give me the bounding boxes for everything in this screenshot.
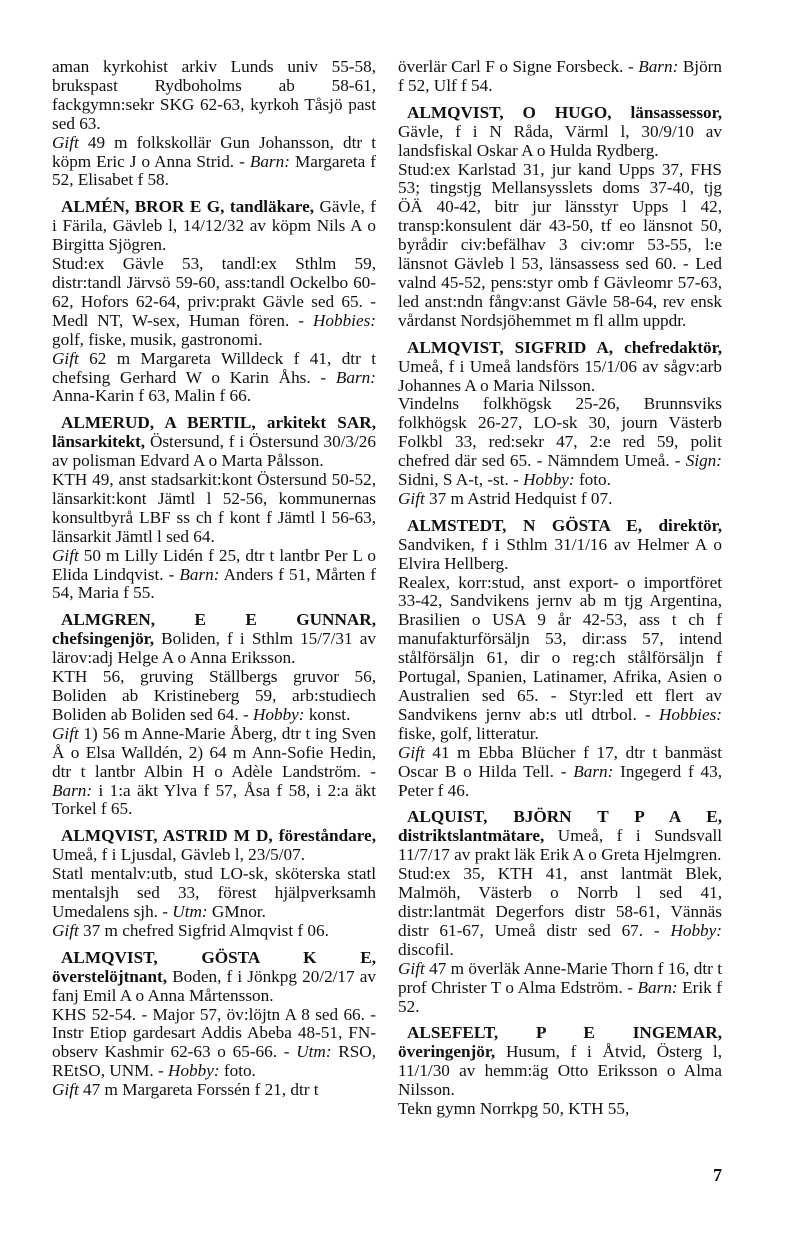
entry-paragraph bbox=[52, 1081, 376, 1100]
entry-name-title: ALMGREN, E E GUNNAR, chefsingenjör, bbox=[52, 610, 376, 649]
entry-text: Sidni, S A-t, -st. - bbox=[398, 470, 524, 490]
field-label: Hobbies: bbox=[658, 704, 722, 724]
biography-entry bbox=[398, 104, 722, 331]
entry-text: 50 m Lilly Lidén f 25, dtr t lantbr Per L o Elida Lindqvist. - bbox=[52, 545, 376, 584]
entry-text: Statl mentalv:utb, stud LO-sk, sköterska statl mentalsjh sed 33, förest hjälpverksamh Umedalens sjh. - bbox=[52, 864, 376, 921]
entry-text: Björn f 52, Ulf f 54. bbox=[398, 57, 722, 95]
entry-headline bbox=[398, 58, 722, 96]
entry-paragraph bbox=[52, 350, 376, 407]
field-label: Gift bbox=[398, 742, 425, 762]
entry-paragraph bbox=[398, 490, 722, 509]
entry-text: golf, fiske, musik, gastronomi. bbox=[52, 329, 263, 349]
entry-paragraph bbox=[52, 1006, 376, 1082]
entry-paragraph bbox=[52, 134, 376, 191]
entry-text: Stud:ex 35, KTH 41, anst lantmät Blek, Malmöh, Västerb o Norrb l sed 41, distr:lantmät Degerfors distr 58-61, Vännäs distr 61-67, Umeå distr sed 67. - bbox=[398, 864, 722, 940]
biography-entry bbox=[52, 611, 376, 819]
entry-text: 37 m chefred Sigfrid Almqvist f 06. bbox=[78, 920, 329, 940]
entry-headline bbox=[398, 104, 722, 161]
entry-text: Anders f 51, Mårten f 54, Maria f 55. bbox=[52, 564, 376, 603]
entry-text: Boliden, f i Sthlm 15/7/31 av lärov:adj Helge A o Anna Eriksson. bbox=[52, 629, 376, 668]
entry-text: GMnor. bbox=[207, 901, 266, 921]
entry-text: 37 m Astrid Hedquist f 07. bbox=[424, 488, 613, 508]
entry-paragraph bbox=[398, 960, 722, 1017]
entry-text: Stud:ex Gävle 53, tandl:ex Sthlm 59, distr:tandl Järvsö 59-60, ass:tandl Ockelbo 60-62, Hofors 62-64, priv:prakt Gävle sed 65. - Medl NT, W-sex, Human fören. - bbox=[52, 254, 376, 330]
entry-text: 47 m Margareta Forssén f 21, dtr t bbox=[78, 1080, 319, 1100]
entry-text: foto. bbox=[574, 470, 611, 490]
page-number: 7 bbox=[713, 1165, 722, 1185]
right-column bbox=[398, 58, 722, 1127]
entry-paragraph bbox=[52, 725, 376, 820]
entry-text: Umeå, f i Sundsvall 11/7/17 av prakt läk Erik A o Greta Hjelmgren. bbox=[398, 826, 722, 865]
entry-text: 1) 56 m Anne-Marie Åberg, dtr t ing Sven Å o Elsa Walldén, 2) 64 m Ann-Sofie Hedin, dtr t lantbr Albin H o Adèle Landström. - bbox=[52, 723, 376, 781]
entry-name-title: ALMQVIST, ASTRID M D, föreståndare, bbox=[61, 826, 376, 846]
field-label: Sign: bbox=[685, 451, 722, 471]
biography-entry bbox=[52, 198, 376, 406]
field-label: Gift bbox=[52, 545, 79, 565]
field-label: Utm: bbox=[172, 901, 208, 921]
biography-entry bbox=[398, 808, 722, 1016]
entry-paragraph bbox=[398, 744, 722, 801]
entry-text: 47 m överläk Anne-Marie Thorn f 16, dtr t prof Christer T o Alma Edström. - bbox=[398, 958, 722, 997]
entry-text: Anna-Karin f 63, Malin f 66. bbox=[52, 386, 252, 406]
entry-paragraph bbox=[52, 255, 376, 350]
entry-text: foto. bbox=[219, 1061, 256, 1081]
biography-entry bbox=[52, 949, 376, 1100]
field-label: Gift bbox=[398, 488, 425, 508]
field-label: Barn: bbox=[573, 761, 614, 781]
entry-paragraph bbox=[398, 161, 722, 331]
entry-paragraph bbox=[52, 865, 376, 922]
biography-entry bbox=[398, 517, 722, 801]
field-label: Barn: bbox=[637, 977, 678, 997]
entry-text: Boden, f i Jönkpg 20/2/17 av fanj Emil A o Anna Mårtensson. bbox=[52, 966, 376, 1005]
entry-paragraph bbox=[52, 547, 376, 604]
entry-text: Sandviken, f i Sthlm 31/1/16 av Helmer A o Elvira Hellberg. bbox=[398, 534, 722, 573]
entry-name-title: ALMSTEDT, N GÖSTA E, direktör, bbox=[407, 515, 722, 535]
entry-paragraph bbox=[52, 668, 376, 725]
entry-headline bbox=[52, 827, 376, 865]
field-label: Barn: bbox=[249, 151, 290, 171]
field-label: Hobbies: bbox=[312, 310, 376, 330]
entry-text: Husum, f i Åtvid, Österg l, 11/1/30 av hemm:äg Otto Eriksson o Alma Nilsson. bbox=[398, 1042, 722, 1100]
entry-name-title: ALMÉN, BROR E G, tandläkare, bbox=[61, 197, 315, 217]
field-label: Hobby: bbox=[252, 704, 305, 724]
entry-headline bbox=[398, 808, 722, 865]
field-label: Gift bbox=[52, 1080, 79, 1100]
entry-headline bbox=[52, 58, 376, 134]
entry-headline bbox=[52, 949, 376, 1006]
entry-paragraph bbox=[52, 471, 376, 547]
entry-text: Gävle, f i Färila, Gävleb l, 14/12/32 av köpm Nils A o Birgitta Sjögren. bbox=[52, 197, 376, 255]
entry-paragraph bbox=[398, 395, 722, 490]
entry-text: Realex, korr:stud, anst export- o importföret 33-42, Sandvikens jernv ab m tjg Argentina, Brasilien o USA 9 år 42-53, ass t ch f manufakturförsäljn 53, dir:ass 57, intend stålförsäljn 61, dir o reg:ch stålförsäljn f Portugal, Spanien, Latinamer, Afrika, Asien o Australien sed 65. - Styr:led ett flert av Sandvikens jernv ab:s utl dtrbol. - bbox=[398, 572, 722, 724]
entry-name-title: ALMERUD, A BERTIL, arkitekt SAR, länsarkitekt, bbox=[52, 413, 376, 452]
field-label: Utm: bbox=[296, 1042, 332, 1062]
entry-text: discofil. bbox=[398, 939, 454, 959]
field-label: Barn: bbox=[179, 564, 220, 584]
entry-text: fiske, golf, litteratur. bbox=[398, 723, 539, 743]
biography-entry bbox=[398, 339, 722, 509]
entry-text: Margareta f 52, Elisabet f 58. bbox=[52, 151, 376, 190]
entry-name-title: ALMQVIST, SIGFRID A, chefredaktör, bbox=[407, 337, 722, 357]
field-label: Hobby: bbox=[523, 470, 575, 490]
entry-paragraph bbox=[398, 1100, 722, 1119]
field-label: Barn: bbox=[52, 780, 93, 800]
entry-name-title: ALMQVIST, O HUGO, länsassessor, bbox=[407, 102, 722, 122]
entry-text: Tekn gymn Norrkpg 50, KTH 55, bbox=[398, 1099, 630, 1119]
entry-name-title: ALSEFELT, P E INGEMAR, överingenjör, bbox=[398, 1023, 722, 1062]
entry-text: i 1:a äkt Ylva f 57, Åsa f 58, i 2:a äkt Torkel f 65. bbox=[52, 780, 376, 819]
entry-text: Umeå, f i Ljusdal, Gävleb l, 23/5/07. bbox=[52, 845, 305, 865]
entry-text: Vindelns folkhögsk 25-26, Brunnsviks folkhögsk 26-27, LO-sk 30, journ Västerb Folkbl 33, red:sekr 47, 2:e red 59, polit chefred där sed 65. - Nämndem Umeå. - bbox=[398, 394, 722, 471]
entry-text: konst. bbox=[304, 704, 351, 724]
biography-entry bbox=[52, 827, 376, 940]
biography-entry bbox=[52, 414, 376, 603]
entry-text: Umeå, f i Umeå landsförs 15/1/06 av sågv:arb Johannes A o Maria Nilsson. bbox=[398, 356, 722, 395]
field-label: Gift bbox=[52, 920, 79, 940]
entry-text: Erik f 52. bbox=[398, 977, 722, 1016]
entry-paragraph bbox=[398, 865, 722, 960]
entry-text: överlär Carl F o Signe Forsbeck. - bbox=[398, 57, 639, 76]
entry-text: RSO, REtSO, UNM. - bbox=[52, 1042, 377, 1081]
entry-headline bbox=[398, 517, 722, 574]
entry-name-title: ALMQVIST, GÖSTA K E, överstelöjtnant, bbox=[52, 947, 376, 986]
entry-text: 62 m Margareta Willdeck f 41, dtr t chefsing Gerhard W o Karin Åhs. - bbox=[52, 348, 376, 387]
entry-text: KTH 56, gruving Ställbergs gruvor 56, Boliden ab Kristineberg 59, arb:studiech Boliden ab Boliden sed 64. - bbox=[52, 667, 376, 724]
field-label: Gift bbox=[52, 348, 79, 368]
entry-headline bbox=[398, 339, 722, 396]
entry-text: Gävle, f i N Råda, Värml l, 30/9/10 av landsfiskal Oskar A o Hulda Rydberg. bbox=[398, 121, 722, 160]
entry-text: Stud:ex Karlstad 31, jur kand Upps 37, FHS 53; tingstjg Mellansysslets doms 37-40, tjg ÖÄ 40-42, bitr jur länsstyr Upps l 42, transp:konsulent där 43-50, tf eo länsnot 50, byrådir civ:befälhav 3 civ:omr 53-55, l:e länsnot Gävleb l 53, länsassess sed 60. - Led valnd 45-52, pens:styr omb f Gävleomr 57-63, led anst:ndn fångv:anst Gävle 58-64, rev ensk vårdanst Nordsjöhemmet m fl allm uppdr. bbox=[398, 159, 722, 330]
entry-text: Östersund, f i Östersund 30/3/26 av polisman Edvard A o Marta Pålsson. bbox=[52, 432, 376, 471]
entry-headline bbox=[398, 1024, 722, 1100]
entry-continuation bbox=[52, 58, 376, 190]
entry-name-title: ALQUIST, BJÖRN T P A E, distriktslantmätare, bbox=[398, 807, 722, 846]
entry-paragraph bbox=[52, 922, 376, 941]
field-label: Gift bbox=[52, 723, 79, 743]
entry-continuation bbox=[398, 58, 722, 96]
left-column bbox=[52, 58, 376, 1108]
entry-text: Ingegerd f 43, Peter f 46. bbox=[398, 761, 722, 800]
entry-headline bbox=[52, 414, 376, 471]
entry-headline bbox=[52, 611, 376, 668]
entry-paragraph bbox=[398, 574, 722, 744]
field-label: Gift bbox=[52, 132, 79, 152]
entry-text: KTH 49, anst stadsarkit:kont Östersund 50-52, länsarkit:kont Jämtl l 52-56, kommunernas konsultbyrå LBF ss ch f kont f Jämtl l 56-63, länsarkit Jämtl l sed 64. bbox=[52, 470, 376, 546]
entry-text: 49 m folkskollär Gun Johansson, dtr t köpm Eric J o Anna Strid. - bbox=[52, 132, 376, 171]
entry-headline bbox=[52, 198, 376, 255]
entry-text: KHS 52-54. - Major 57, öv:löjtn A 8 sed 66. - Instr Etiop gardesart Addis Abeba 48-51, FN-observ Kashmir 62-63 o 65-66. - bbox=[52, 1004, 376, 1062]
biography-entry bbox=[398, 1024, 722, 1119]
entry-text: 41 m Ebba Blücher f 17, dtr t banmäst Oscar B o Hilda Tell. - bbox=[398, 742, 722, 781]
field-label: Barn: bbox=[335, 367, 376, 387]
field-label: Hobby: bbox=[670, 920, 722, 940]
entry-text: aman kyrkohist arkiv Lunds univ 55-58, brukspast Rydboholms ab 58-61, fackgymn:sekr SKG 62-63, kyrkoh Tåsjö past sed 63. bbox=[52, 57, 376, 133]
field-label: Gift bbox=[398, 958, 425, 978]
field-label: Hobby: bbox=[168, 1061, 220, 1081]
field-label: Barn: bbox=[638, 57, 679, 76]
